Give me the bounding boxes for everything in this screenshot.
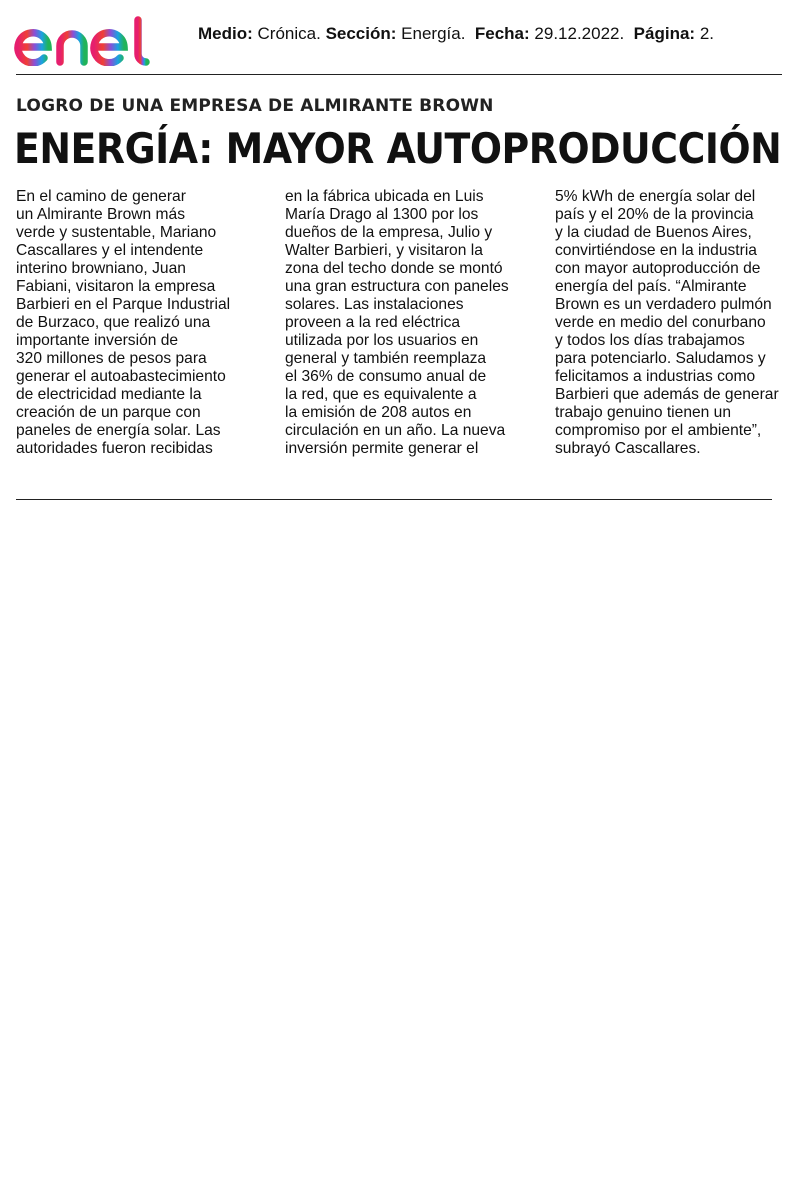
bottom-divider	[16, 499, 772, 500]
clipping-metadata	[198, 24, 714, 44]
article-text-line: Fabiani, visitaron la empresa	[16, 278, 216, 295]
article-text-line: y la ciudad de Buenos Aires,	[555, 224, 752, 241]
article-text-line: utilizada por los usuarios en	[285, 332, 479, 349]
article-text-line: En el camino de generar	[16, 188, 186, 205]
pagina-label: Página:	[633, 24, 696, 43]
article-text-line: la emisión de 208 autos en	[285, 404, 472, 421]
article-text-line: felicitamos a industrias como	[555, 368, 756, 385]
article-text-line: un Almirante Brown más	[16, 206, 186, 223]
article-text-line: general y también reemplaza	[285, 350, 487, 367]
article-text-line: paneles de energía solar. Las	[16, 422, 221, 439]
article-column-3	[555, 188, 799, 458]
article-text-line: solares. Las instalaciones	[285, 296, 464, 313]
article-text-line: subrayó Cascallares.	[555, 440, 701, 457]
article-text-line: creación de un parque con	[16, 404, 201, 421]
article-text-line: generar el autoabastecimiento	[16, 368, 226, 385]
article-text-line: Barbieri que además de generar	[555, 386, 779, 403]
medio-label: Medio:	[198, 24, 253, 43]
article-text-line: de Burzaco, que realizó una	[16, 314, 211, 331]
medio-value: Crónica.	[257, 24, 321, 43]
fecha-value: 29.12.2022.	[534, 24, 625, 43]
article-text-line: Barbieri en el Parque Industrial	[16, 296, 231, 313]
article-text-line: el 36% de consumo anual de	[285, 368, 487, 385]
article-text-line: en la fábrica ubicada en Luis	[285, 188, 484, 205]
article-text-line: Walter Barbieri, y visitaron la	[285, 242, 483, 259]
article-text-line: y todos los días trabajamos	[555, 332, 745, 349]
article-column-2	[285, 188, 537, 458]
article-text-line: verde en medio del conurbano	[555, 314, 766, 331]
article-text-line: proveen a la red eléctrica	[285, 314, 461, 331]
fecha-label: Fecha:	[474, 24, 530, 43]
article-text-line: de electricidad mediante la	[16, 386, 202, 403]
article-text-line: dueños de la empresa, Julio y	[285, 224, 493, 241]
article-text-line: interino browniano, Juan	[16, 260, 186, 277]
seccion-value: Energía.	[401, 24, 466, 43]
article-text-line: energía del país. “Almirante	[555, 278, 747, 295]
article-text-line: 5% kWh de energía solar del	[555, 188, 756, 205]
seccion-label: Sección:	[325, 24, 397, 43]
article-text-line: zona del techo donde se montó	[285, 260, 503, 277]
article-kicker: LOGRO DE UNA EMPRESA DE ALMIRANTE BROWN	[16, 96, 494, 116]
article-text-line: autoridades fueron recibidas	[16, 440, 213, 457]
article-text-line: una gran estructura con paneles	[285, 278, 509, 295]
article-text-line: compromiso por el ambiente”,	[555, 422, 762, 439]
article-text-line: 320 millones de pesos para	[16, 350, 207, 367]
top-divider	[16, 74, 782, 75]
article-text-line: inversión permite generar el	[285, 440, 479, 457]
article-text-line: Cascallares y el intendente	[16, 242, 204, 259]
clipping-header	[0, 0, 800, 75]
article-text-line: con mayor autoproducción de	[555, 260, 761, 277]
article-text-line: circulación en un año. La nueva	[285, 422, 506, 439]
enel-logo	[14, 14, 172, 66]
pagina-value: 2.	[699, 24, 714, 43]
article-text-line: convirtiéndose en la industria	[555, 242, 757, 259]
article-text-line: para potenciarlo. Saludamos y	[555, 350, 766, 367]
article-text-line: país y el 20% de la provincia	[555, 206, 754, 223]
article-text-line: Brown es un verdadero pulmón	[555, 296, 772, 313]
article-headline: ENERGÍA: MAYOR AUTOPRODUCCIÓN	[14, 124, 782, 173]
article-text-line: trabajo genuino tienen un	[555, 404, 732, 421]
article-column-1	[16, 188, 266, 458]
article-text-line: verde y sustentable, Mariano	[16, 224, 217, 241]
article-text-line: María Drago al 1300 por los	[285, 206, 479, 223]
article-text-line: importante inversión de	[16, 332, 179, 349]
article-text-line: la red, que es equivalente a	[285, 386, 477, 403]
